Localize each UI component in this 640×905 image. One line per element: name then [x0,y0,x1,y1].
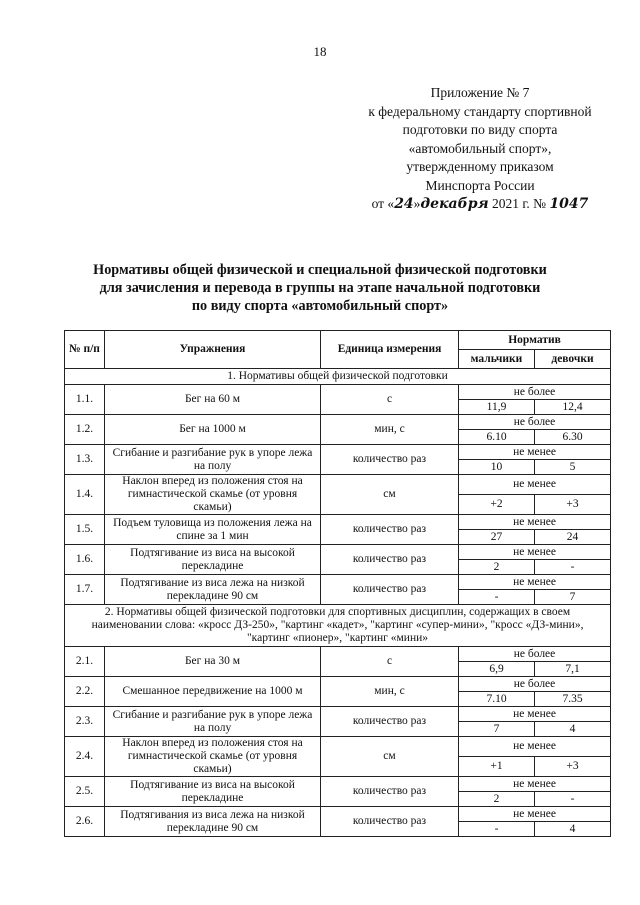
girls-value: 5 [535,460,611,475]
section-heading: 2. Нормативы общей физической подготовки для спортивных дисциплин, содержащих в своем наименовании слова: «кросс ДЗ-250», "картинг «кадет», "картинг «супер-мини», "кросс «ДЗ-мини», "картинг «пионер», "картинг «мини» [65,605,611,647]
header-girls: девочки [535,350,611,369]
norm-limit: не более [459,415,611,430]
unit-cell: количество раз [321,807,459,837]
header-norm: Норматив [459,331,611,350]
boys-value: 27 [459,530,535,545]
norm-limit: не менее [459,445,611,460]
exercise-name: Наклон вперед из положения стоя на гимнастической скамье (от уровня скамьи) [105,737,321,777]
table-row [65,777,611,792]
girls-value: +3 [535,757,611,777]
girls-value: 7 [535,590,611,605]
appendix-line: Приложение № 7 [430,85,530,100]
title-line: Нормативы общей физической и специальной физической подготовки [93,262,547,278]
row-number: 2.1. [65,647,105,677]
row-number: 1.3. [65,445,105,475]
unit-cell: см [321,475,459,515]
header-exercise: Упражнения [105,331,321,369]
exercise-name: Наклон вперед из положения стоя на гимнастической скамье (от уровня скамьи) [105,475,321,515]
exercise-name: Смешанное передвижение на 1000 м [105,677,321,707]
girls-value: - [535,560,611,575]
unit-cell: мин, с [321,415,459,445]
girls-value: 7,1 [535,662,611,677]
order-number: 1047 [549,196,589,212]
boys-value: +1 [459,757,535,777]
date-month: декабря [420,196,489,212]
table-row [65,415,611,430]
document-title [60,261,580,315]
exercise-name: Подтягивание из виса лежа на низкой перекладине 90 см [105,575,321,605]
unit-cell: количество раз [321,575,459,605]
girls-value: 6.30 [535,430,611,445]
date-prefix: от « [371,196,395,211]
norm-limit: не менее [459,575,611,590]
norm-limit: не менее [459,777,611,792]
appendix-line: к федеральному стандарту спортивной [368,103,592,119]
row-number: 1.2. [65,415,105,445]
norm-limit: не менее [459,515,611,530]
girls-value: 7.35 [535,692,611,707]
unit-cell: количество раз [321,445,459,475]
section-heading: 1. Нормативы общей физической подготовки [65,369,611,385]
table-row [65,545,611,560]
unit-cell: мин, с [321,677,459,707]
girls-value: +3 [535,495,611,515]
date-mid: » [413,196,421,211]
date-day: 24 [394,196,414,212]
table-row [65,737,611,757]
boys-value: 2 [459,560,535,575]
norm-limit: не менее [459,807,611,822]
table-row [65,677,611,692]
girls-value: 12,4 [535,400,611,415]
girls-value: 24 [535,530,611,545]
row-number: 1.6. [65,545,105,575]
exercise-name: Подтягивание из виса на высокой перекладине [105,777,321,807]
exercise-name: Подъем туловища из положения лежа на спине за 1 мин [105,515,321,545]
girls-value: 4 [535,722,611,737]
table-row [65,647,611,662]
unit-cell: количество раз [321,707,459,737]
header-num: № п/п [65,331,105,369]
appendix-block [330,84,630,214]
title-line: для зачисления и перевода в группы на этапе начальной подготовки [99,280,541,296]
norm-limit: не менее [459,737,611,757]
table-row [65,707,611,722]
row-number: 2.5. [65,777,105,807]
norms-table [64,330,611,837]
row-number: 1.1. [65,385,105,415]
table-row [65,515,611,530]
norm-limit: не менее [459,707,611,722]
table-row [65,475,611,495]
appendix-line: подготовки по виду спорта [402,122,558,137]
norm-limit: не менее [459,475,611,495]
boys-value: 11,9 [459,400,535,415]
unit-cell: количество раз [321,777,459,807]
exercise-name: Сгибание и разгибание рук в упоре лежа на полу [105,707,321,737]
row-number: 1.5. [65,515,105,545]
boys-value: +2 [459,495,535,515]
table-row [65,575,611,590]
table-row [65,807,611,822]
order-date-line [330,195,630,214]
row-number: 2.4. [65,737,105,777]
boys-value: - [459,590,535,605]
exercise-name: Подтягивания из виса лежа на низкой перекладине 90 см [105,807,321,837]
unit-cell: количество раз [321,515,459,545]
row-number: 2.2. [65,677,105,707]
boys-value: 7.10 [459,692,535,707]
header-unit: Единица измерения [321,331,459,369]
appendix-line: «автомобильный спорт», [408,140,552,156]
norm-limit: не более [459,385,611,400]
unit-cell: см [321,737,459,777]
appendix-line: утвержденному приказом [406,159,554,174]
boys-value: 6.10 [459,430,535,445]
row-number: 2.3. [65,707,105,737]
boys-value: 6,9 [459,662,535,677]
table-row [65,445,611,460]
unit-cell: с [321,385,459,415]
girls-value: - [535,792,611,807]
norm-limit: не более [459,677,611,692]
exercise-name: Бег на 30 м [105,647,321,677]
appendix-line: Минспорта России [425,177,535,193]
unit-cell: с [321,647,459,677]
boys-value: 10 [459,460,535,475]
header-boys: мальчики [459,350,535,369]
exercise-name: Бег на 60 м [105,385,321,415]
exercise-name: Подтягивание из виса на высокой перекладине [105,545,321,575]
boys-value: - [459,822,535,837]
title-line: по виду спорта «автомобильный спорт» [191,298,449,314]
norm-limit: не менее [459,545,611,560]
girls-value: 4 [535,822,611,837]
norm-limit: не более [459,647,611,662]
exercise-name: Бег на 1000 м [105,415,321,445]
unit-cell: количество раз [321,545,459,575]
row-number: 2.6. [65,807,105,837]
row-number: 1.4. [65,475,105,515]
exercise-name: Сгибание и разгибание рук в упоре лежа на полу [105,445,321,475]
date-year: 2021 г. № [488,196,550,211]
table-row [65,385,611,400]
boys-value: 2 [459,792,535,807]
boys-value: 7 [459,722,535,737]
row-number: 1.7. [65,575,105,605]
page-number: 18 [313,44,327,59]
